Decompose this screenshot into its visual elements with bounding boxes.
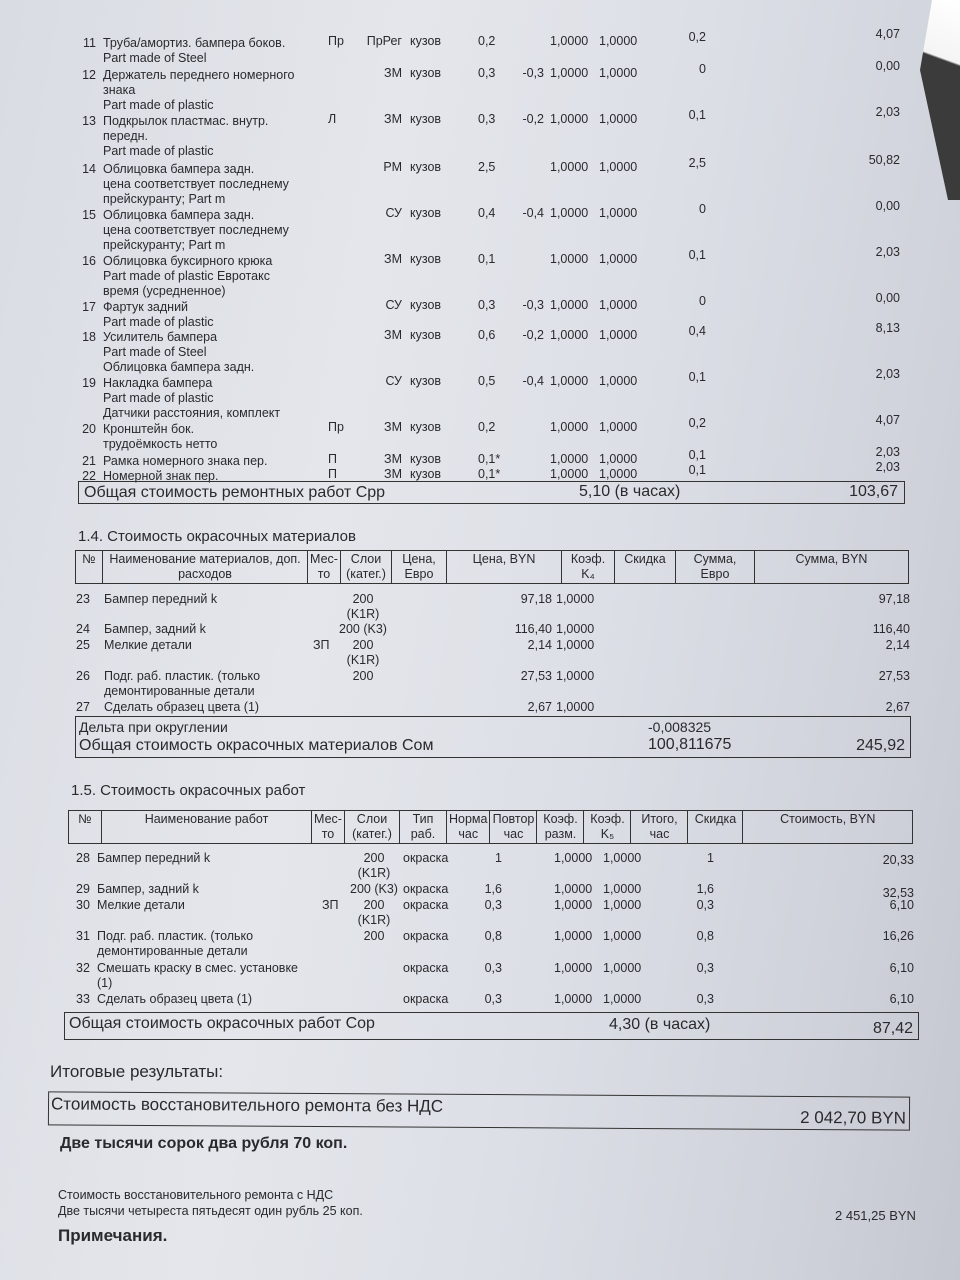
paint-row-name-line: Бампер передний k (97, 851, 211, 865)
paint-row-total-hours: 0,8 (696, 929, 714, 943)
notes-title: Примечания. (58, 1226, 168, 1245)
paint-header-total-hours: Итого, час (631, 811, 688, 844)
repair-row-total-hours: 0 (699, 294, 706, 308)
repair-row-desc-line: Рамка номерного знака пер. (103, 454, 268, 468)
repair-row-desc-line: Part made of plastic (103, 98, 214, 112)
repair-row-no: 17 (82, 300, 96, 314)
repair-row-no: 22 (82, 469, 96, 483)
repair-row-coef2: 1,0000 (599, 452, 638, 466)
repair-row-repeat: -0,3 (522, 66, 544, 80)
repair-row-coef2: 1,0000 (599, 328, 638, 342)
materials-header-layers: Слои (катег.) (341, 551, 392, 584)
repair-row-coef1: 1,0000 (550, 452, 589, 466)
materials-row-layers-line: (K1R) (346, 607, 380, 621)
materials-row-sum-byn: 97,18 (878, 592, 910, 606)
no-vat-label: Стоимость восстановительного ремонта без НДС (50, 1094, 444, 1116)
repair-row-side: П (328, 452, 337, 466)
paint-header-layers: Слои (катег.) (345, 811, 400, 844)
materials-row-layers-line: 200 (K3) (339, 622, 387, 636)
repair-row-norm: 0,3 (478, 66, 496, 80)
paint-row-norm: 0,3 (484, 961, 502, 975)
repair-row-no: 15 (82, 208, 96, 222)
repair-row-operation: СУ (385, 374, 402, 388)
repair-row-no: 19 (82, 376, 96, 390)
repair-row-desc-line: Part made of plastic (103, 391, 214, 405)
paint-row-total-hours: 0,3 (696, 992, 714, 1006)
materials-row-k4: 1,0000 (556, 638, 595, 652)
paint-row-type: окраска (403, 992, 449, 1006)
paint-row-type: окраска (403, 898, 449, 912)
materials-delta-value: -0,008325 (648, 719, 712, 735)
repair-row-desc-line: Part made of Steel (103, 51, 207, 65)
repair-row-side: Пр (328, 34, 344, 48)
repair-row-desc-line: Труба/амортиз. бампера боков. (103, 36, 286, 50)
paint-row-no: 28 (76, 851, 90, 865)
paint-total-box (64, 1012, 919, 1040)
repair-row-coef1: 1,0000 (550, 112, 589, 126)
repair-row-repeat: -0,3 (522, 298, 544, 312)
repair-row-operation: ЗМ (384, 452, 402, 466)
paint-row-layers-line: 200 (363, 851, 385, 865)
paint-header-cost: Стоимость, BYN (743, 811, 913, 844)
repair-row-desc-line: цена соответствует последнему (103, 223, 289, 237)
repair-row-desc-line: Датчики расстояния, комплект (103, 406, 281, 420)
paint-row-name-line: (1) (97, 976, 113, 990)
repair-row-coef1: 1,0000 (550, 420, 589, 434)
paint-row-layers-line: 200 (363, 898, 385, 912)
repair-row-coef1: 1,0000 (550, 298, 589, 312)
paint-row-name-line: демонтированные детали (97, 944, 248, 958)
paint-row-cost: 16,26 (882, 929, 914, 943)
repair-row-coef2: 1,0000 (599, 374, 638, 388)
materials-row-name-line: Сделать образец цвета (1) (104, 700, 260, 714)
paint-row-norm: 0,3 (484, 992, 502, 1006)
repair-row-norm: 0,3 (478, 112, 496, 126)
repair-row-desc-line: время (усредненное) (103, 284, 226, 298)
repair-row-total-hours: 0 (699, 202, 706, 216)
paint-row-cost: 6,10 (889, 961, 914, 975)
repair-row-coef2: 1,0000 (599, 206, 638, 220)
repair-row-desc-line: передн. (103, 129, 149, 143)
repair-row-coef2: 1,0000 (599, 66, 638, 80)
paint-header-k5: Коэф. K₅ (584, 811, 631, 844)
repair-row-total-hours: 0,1 (688, 108, 706, 122)
materials-row-no: 24 (76, 622, 90, 636)
materials-row-place: ЗП (313, 638, 330, 652)
repair-row-cost: 2,03 (875, 245, 900, 259)
paint-row-norm: 1 (495, 851, 502, 865)
materials-row-sum-byn: 116,40 (872, 622, 910, 636)
paint-row-layers-line: (K1R) (357, 866, 391, 880)
repair-row-cost: 4,07 (875, 413, 900, 427)
repair-row-cost: 2,03 (875, 367, 900, 381)
materials-row-name-line: демонтированные детали (104, 684, 255, 698)
repair-row-total-hours: 0,2 (688, 416, 706, 430)
paint-row-total-hours: 0,3 (696, 898, 714, 912)
repair-row-desc-line: Part made of plastic (103, 144, 214, 158)
repair-row-zone: кузов (410, 112, 442, 126)
repair-row-total-hours: 2,5 (688, 156, 706, 170)
repair-row-total-hours: 0,4 (688, 324, 706, 338)
results-title: Итоговые результаты: (50, 1062, 224, 1081)
repair-row-zone: кузов (410, 328, 442, 342)
paint-row-no: 33 (76, 992, 90, 1006)
repair-row-coef1: 1,0000 (550, 374, 589, 388)
paint-row-k5: 1,0000 (603, 898, 642, 912)
repair-row-desc-line: Фартук задний (103, 300, 189, 314)
materials-header-k4: Коэф. K₄ (562, 551, 615, 584)
repair-row-desc-line: Part made of plastic (103, 315, 214, 329)
repair-row-coef2: 1,0000 (599, 34, 638, 48)
materials-total-sum: 245,92 (856, 737, 905, 754)
paint-row-k5: 1,0000 (603, 992, 642, 1006)
repair-row-no: 20 (82, 422, 96, 436)
materials-row-layers-line: 200 (352, 669, 374, 683)
paint-row-type: окраска (403, 882, 449, 896)
repair-row-zone: кузов (410, 420, 442, 434)
vat-words: Две тысячи четыреста пятьдесят один рубль 25 коп. (58, 1204, 363, 1218)
repair-row-zone: кузов (410, 160, 442, 174)
materials-row-k4: 1,0000 (556, 592, 595, 606)
repair-row-desc-line: трудоёмкость нетто (103, 437, 218, 451)
materials-row-k4: 1,0000 (556, 669, 595, 683)
repair-row-coef1: 1,0000 (550, 34, 589, 48)
repair-row-no: 16 (82, 254, 96, 268)
no-vat-words: Две тысячи сорок два рубля 70 коп. (60, 1135, 348, 1152)
paint-row-norm: 0,8 (484, 929, 502, 943)
no-vat-value: 2 042,70 BYN (800, 1107, 907, 1128)
repair-row-desc-line: прейскуранту; Part m (103, 238, 226, 252)
paint-row-coef-size: 1,0000 (554, 992, 593, 1006)
paint-header-place: Мес- то (312, 811, 345, 844)
paint-total-sum: 87,42 (872, 1020, 913, 1037)
paint-row-norm: 0,3 (484, 898, 502, 912)
repair-row-operation: ЗМ (384, 420, 402, 434)
vat-value: 2 451,25 BYN (835, 1208, 916, 1223)
materials-row-sum-byn: 2,14 (885, 638, 910, 652)
repair-row-operation: ПрРег (366, 34, 402, 48)
paint-row-no: 32 (76, 961, 90, 975)
materials-row-no: 23 (76, 592, 90, 606)
repair-row-operation: ЗМ (384, 252, 402, 266)
paint-row-total-hours: 1 (707, 851, 714, 865)
materials-header-no: № (76, 551, 103, 584)
paint-row-cost: 20,33 (882, 853, 914, 867)
repair-row-coef2: 1,0000 (599, 160, 638, 174)
repair-row-no: 14 (82, 162, 96, 176)
repair-row-cost: 4,07 (875, 27, 900, 41)
repair-row-cost: 0,00 (875, 59, 900, 73)
materials-header-place: Мес- то (308, 551, 341, 584)
repair-row-cost: 2,03 (875, 445, 900, 459)
materials-row-no: 25 (76, 638, 90, 652)
repair-row-desc-line: Подкрылок пластмас. внутр. (103, 114, 269, 128)
repair-row-coef2: 1,0000 (599, 467, 638, 481)
paint-row-k5: 1,0000 (603, 929, 642, 943)
repair-row-no: 18 (82, 330, 96, 344)
repair-row-operation: ЗМ (384, 328, 402, 342)
materials-row-sum-byn: 2,67 (885, 700, 910, 714)
repair-row-total-hours: 0,1 (688, 463, 706, 477)
repair-row-no: 13 (82, 114, 96, 128)
repair-row-coef1: 1,0000 (550, 66, 589, 80)
paint-header-norm: Норма час (447, 811, 490, 844)
paint-row-k5: 1,0000 (603, 961, 642, 975)
paint-header-name: Наименование работ (102, 811, 312, 844)
materials-header-sum-eur: Сумма, Евро (676, 551, 755, 584)
paint-row-no: 29 (76, 882, 90, 896)
repair-row-cost: 8,13 (875, 321, 900, 335)
repair-row-desc-line: Кронштейн бок. (103, 422, 195, 436)
paint-row-name-line: Мелкие детали (97, 898, 185, 912)
repair-row-total-hours: 0,1 (688, 370, 706, 384)
repair-row-operation: РМ (383, 160, 402, 174)
repair-row-operation: ЗМ (384, 112, 402, 126)
repair-row-coef1: 1,0000 (550, 160, 589, 174)
paint-header-repeat: Повтор час (490, 811, 537, 844)
materials-total-box (75, 716, 911, 758)
paint-row-type: окраска (403, 961, 449, 975)
repair-row-desc-line: Part made of plastic Евротакс (103, 269, 270, 283)
paint-row-layers-line: (K1R) (357, 913, 391, 927)
repair-row-desc-line: Усилитель бампера (103, 330, 218, 344)
repair-row-cost: 0,00 (875, 291, 900, 305)
paint-header-coef-size: Коэф. разм. (537, 811, 584, 844)
repair-row-zone: кузов (410, 374, 442, 388)
repair-row-coef2: 1,0000 (599, 298, 638, 312)
repair-row-operation: ЗМ (384, 66, 402, 80)
repair-row-cost: 50,82 (868, 153, 900, 167)
repair-row-repeat: -0,4 (522, 206, 544, 220)
paint-header-no: № (69, 811, 102, 844)
repair-row-zone: кузов (410, 206, 442, 220)
repair-row-coef1: 1,0000 (550, 467, 589, 481)
no-vat-box (48, 1091, 910, 1130)
repair-row-norm: 0,1* (478, 467, 501, 481)
paint-row-cost: 6,10 (889, 898, 914, 912)
repair-row-norm: 2,5 (478, 160, 496, 174)
paint-total-hours: 4,30 (в часах) (609, 1016, 711, 1033)
materials-header-discount: Скидка (615, 551, 676, 584)
materials-row-k4: 1,0000 (556, 700, 595, 714)
paint-row-layers-line: 200 (363, 929, 385, 943)
paint-header-type: Тип раб. (400, 811, 447, 844)
paint-row-no: 30 (76, 898, 90, 912)
materials-section-title: 1.4. Стоимость окрасочных материалов (78, 528, 356, 545)
paint-header-discount: Скидка (688, 811, 743, 844)
repair-row-coef1: 1,0000 (550, 206, 589, 220)
repair-row-operation: ЗМ (384, 467, 402, 481)
repair-total-label: Общая стоимость ремонтных работ Срр (84, 484, 386, 501)
repair-row-norm: 0,3 (478, 298, 496, 312)
repair-row-desc-line: цена соответствует последнему (103, 177, 289, 191)
paint-row-coef-size: 1,0000 (554, 898, 593, 912)
paint-row-total-hours: 0,3 (696, 961, 714, 975)
paint-row-place: ЗП (322, 898, 339, 912)
materials-row-no: 26 (76, 669, 90, 683)
repair-row-cost: 2,03 (875, 460, 900, 474)
materials-row-price-byn: 27,53 (520, 669, 552, 683)
repair-row-coef2: 1,0000 (599, 252, 638, 266)
repair-row-zone: кузов (410, 252, 442, 266)
paint-row-coef-size: 1,0000 (554, 929, 593, 943)
repair-row-norm: 0,1 (478, 252, 496, 266)
repair-row-coef1: 1,0000 (550, 328, 589, 342)
materials-header (75, 550, 909, 584)
repair-row-total-hours: 0,1 (688, 448, 706, 462)
materials-row-price-byn: 97,18 (520, 592, 552, 606)
paint-works-header (68, 810, 913, 844)
repair-row-operation: СУ (385, 206, 402, 220)
repair-row-norm: 0,5 (478, 374, 496, 388)
materials-header-price-byn: Цена, BYN (447, 551, 562, 584)
materials-row-k4: 1,0000 (556, 622, 595, 636)
paint-total-label: Общая стоимость окрасочных работ Сор (69, 1015, 375, 1032)
materials-row-no: 27 (76, 700, 90, 714)
repair-row-norm: 0,4 (478, 206, 496, 220)
materials-delta-label: Дельта при округлении (79, 719, 228, 735)
repair-total-hours: 5,10 (в часах) (579, 483, 681, 500)
paint-row-name-line: Сделать образец цвета (1) (97, 992, 253, 1006)
paint-row-coef-size: 1,0000 (554, 882, 593, 896)
repair-row-desc-line: Облицовка бампера задн. (103, 162, 255, 176)
materials-header-price-eur: Цена, Евро (392, 551, 447, 584)
repair-row-zone: кузов (410, 298, 442, 312)
materials-total-value: 100,811675 (648, 736, 732, 753)
paint-row-type: окраска (403, 929, 449, 943)
repair-row-desc-line: Part made of Steel (103, 345, 207, 359)
repair-row-zone: кузов (410, 467, 442, 481)
materials-header-sum-byn: Сумма, BYN (755, 551, 909, 584)
paint-row-name-line: Подг. раб. пластик. (только (97, 929, 254, 943)
paint-row-name-line: Смешать краску в смес. установке (97, 961, 299, 975)
repair-row-zone: кузов (410, 66, 442, 80)
paint-works-section-title: 1.5. Стоимость окрасочных работ (71, 782, 306, 799)
materials-header-name: Наименование материалов, доп. расходов (103, 551, 308, 584)
paint-row-cost: 6,10 (889, 992, 914, 1006)
repair-row-side: Л (328, 112, 337, 126)
materials-row-name-line: Бампер, задний k (104, 622, 206, 636)
page-curl-shadow (920, 0, 960, 200)
repair-row-coef2: 1,0000 (599, 420, 638, 434)
materials-row-layers-line: 200 (352, 638, 374, 652)
materials-total-label: Общая стоимость окрасочных материалов Сом (79, 737, 434, 754)
paint-row-no: 31 (76, 929, 90, 943)
paint-row-k5: 1,0000 (603, 882, 642, 896)
paint-row-total-hours: 1,6 (696, 882, 714, 896)
paint-row-name-line: Бампер, задний k (97, 882, 199, 896)
repair-total-sum: 103,67 (849, 483, 898, 500)
repair-row-norm: 0,1* (478, 452, 501, 466)
materials-row-sum-byn: 27,53 (878, 669, 910, 683)
materials-row-price-byn: 116,40 (514, 622, 552, 636)
repair-row-zone: кузов (410, 34, 442, 48)
repair-row-total-hours: 0,2 (688, 30, 706, 44)
repair-row-norm: 0,2 (478, 34, 496, 48)
materials-row-layers-line: 200 (352, 592, 374, 606)
repair-row-side: Пр (328, 420, 344, 434)
repair-row-desc-line: Облицовка буксирного крюка (103, 254, 273, 268)
repair-row-desc-line: знака (103, 83, 136, 97)
repair-row-total-hours: 0,1 (688, 248, 706, 262)
repair-row-desc-line: прейскуранту; Part m (103, 192, 226, 206)
materials-row-layers-line: (K1R) (346, 653, 380, 667)
repair-row-repeat: -0,2 (522, 328, 544, 342)
paint-row-coef-size: 1,0000 (554, 851, 593, 865)
materials-row-name-line: Подг. раб. пластик. (только (104, 669, 261, 683)
repair-row-norm: 0,2 (478, 420, 496, 434)
paint-row-norm: 1,6 (484, 882, 502, 896)
repair-row-desc-line: Держатель переднего номерного (103, 68, 295, 82)
repair-row-cost: 0,00 (875, 199, 900, 213)
repair-row-desc-line: Облицовка бампера задн. (103, 360, 255, 374)
repair-row-desc-line: Номерной знак пер. (103, 469, 219, 483)
repair-row-side: П (328, 467, 337, 481)
materials-row-name-line: Бампер передний k (104, 592, 218, 606)
repair-row-repeat: -0,2 (522, 112, 544, 126)
vat-label: Стоимость восстановительного ремонта с НДС (58, 1188, 334, 1202)
paint-row-coef-size: 1,0000 (554, 961, 593, 975)
repair-row-norm: 0,6 (478, 328, 496, 342)
paint-row-cost: 32,53 (882, 886, 914, 900)
repair-row-no: 11 (83, 36, 96, 50)
repair-row-coef1: 1,0000 (550, 252, 589, 266)
repair-row-repeat: -0,4 (522, 374, 544, 388)
materials-row-price-byn: 2,67 (527, 700, 552, 714)
paint-row-layers-line: 200 (K3) (350, 882, 398, 896)
repair-row-desc-line: Накладка бампера (103, 376, 213, 390)
repair-row-coef2: 1,0000 (599, 112, 638, 126)
repair-row-no: 21 (82, 454, 96, 468)
repair-row-cost: 2,03 (875, 105, 900, 119)
materials-row-name-line: Мелкие детали (104, 638, 192, 652)
repair-total-box (78, 481, 905, 504)
repair-row-operation: СУ (385, 298, 402, 312)
repair-row-desc-line: Облицовка бампера задн. (103, 208, 255, 222)
materials-row-price-byn: 2,14 (527, 638, 552, 652)
paint-row-k5: 1,0000 (603, 851, 642, 865)
repair-row-zone: кузов (410, 452, 442, 466)
paint-row-type: окраска (403, 851, 449, 865)
repair-row-total-hours: 0 (699, 62, 706, 76)
repair-row-no: 12 (82, 68, 96, 82)
